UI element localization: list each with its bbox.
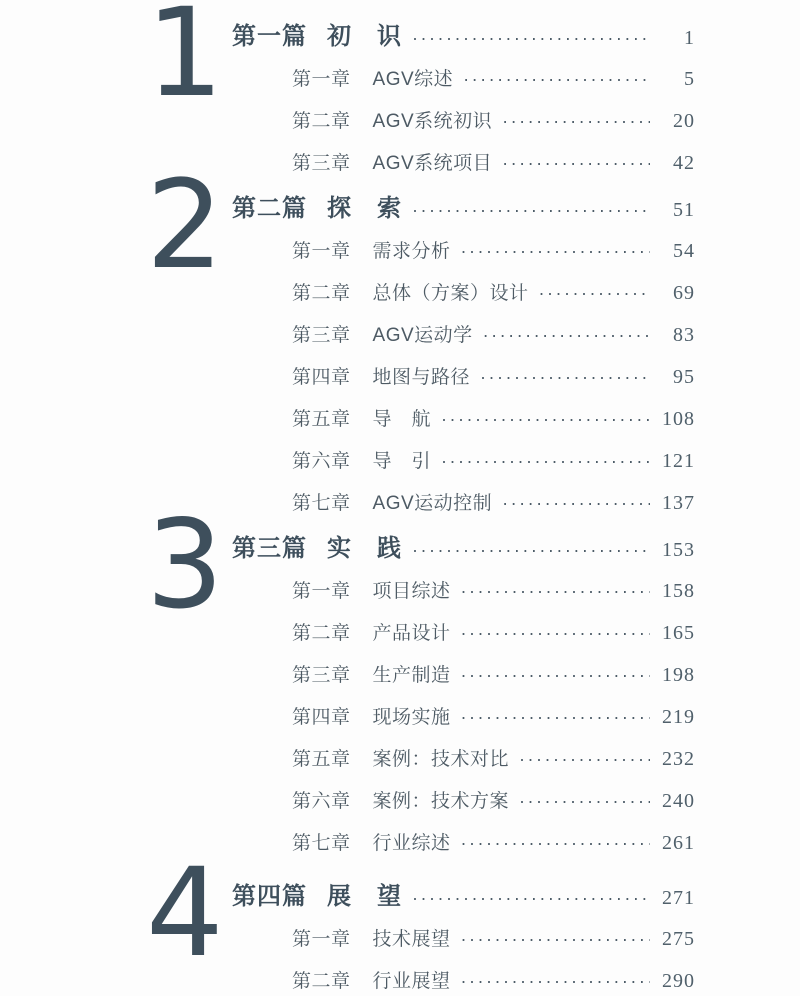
chapter-page-number: 158: [662, 580, 695, 602]
dot-leader: [412, 540, 650, 561]
chapter-label: 第六章: [292, 451, 351, 472]
part-title: 初 识: [327, 23, 402, 50]
chapter-page-number: 83: [673, 324, 695, 346]
chapter-label: 第五章: [292, 409, 351, 430]
chapter-page-number: 261: [662, 832, 695, 854]
chapter-row: [232, 954, 695, 996]
dot-leader: [461, 241, 650, 262]
chapter-page-number: 232: [662, 748, 695, 770]
chapter-row: [232, 434, 695, 476]
dot-leader: [412, 28, 650, 49]
chapter-row: [232, 476, 695, 518]
chapter-title: 技术展望: [372, 929, 451, 950]
chapter-row: [232, 392, 695, 434]
chapter-page-number: 108: [662, 408, 695, 430]
dot-leader: [461, 665, 650, 686]
chapter-title: 总体（方案）设计: [372, 283, 529, 304]
chapter-title: 案例：技术方案: [372, 791, 510, 812]
chapter-list: [232, 224, 695, 518]
chapter-title: AGV系统项目: [372, 153, 493, 174]
dot-leader: [441, 409, 650, 430]
chapter-page-number: 121: [662, 450, 695, 472]
chapter-row: [232, 690, 695, 732]
chapter-label: 第二章: [292, 111, 351, 132]
chapter-row: [232, 52, 695, 94]
chapter-row: [232, 606, 695, 648]
chapter-page-number: 165: [662, 622, 695, 644]
dot-leader: [461, 929, 650, 950]
dot-leader: [461, 581, 650, 602]
part-title-row: [232, 866, 695, 912]
part-label: 第二篇: [232, 195, 307, 222]
dot-leader: [480, 367, 650, 388]
chapter-label: 第一章: [292, 581, 351, 602]
chapter-list: [232, 564, 695, 858]
dot-leader: [483, 325, 650, 346]
chapter-label: 第二章: [292, 623, 351, 644]
chapter-label: 第七章: [292, 493, 351, 514]
part-title: 探 索: [327, 195, 402, 222]
chapter-page-number: 95: [673, 366, 695, 388]
dot-leader: [502, 111, 650, 132]
chapter-label: 第二章: [292, 283, 351, 304]
toc-part: [146, 0, 695, 178]
chapter-label: 第一章: [292, 929, 351, 950]
part-label: 第一篇: [232, 23, 307, 50]
chapter-list: [232, 52, 695, 178]
part-page-number: 51: [673, 199, 695, 221]
chapter-page-number: 219: [662, 706, 695, 728]
chapter-label: 第三章: [292, 153, 351, 174]
dot-leader: [461, 623, 650, 644]
chapter-label: 第四章: [292, 707, 351, 728]
chapter-page-number: 42: [673, 152, 695, 174]
chapter-page-number: 69: [673, 282, 695, 304]
chapter-row: [232, 774, 695, 816]
chapter-title: 产品设计: [372, 623, 451, 644]
chapter-page-number: 198: [662, 664, 695, 686]
chapter-row: [232, 308, 695, 350]
chapter-row: [232, 648, 695, 690]
chapter-title: AGV运动控制: [372, 493, 493, 514]
part-page-number: 271: [662, 887, 695, 909]
chapter-title: AGV系统初识: [372, 111, 493, 132]
part-number: 2: [146, 154, 224, 296]
chapter-label: 第三章: [292, 665, 351, 686]
chapter-row: [232, 94, 695, 136]
chapter-page-number: 54: [673, 240, 695, 262]
dot-leader: [441, 451, 650, 472]
chapter-title: 行业展望: [372, 971, 451, 992]
chapter-title: 生产制造: [372, 665, 451, 686]
chapter-row: [232, 816, 695, 858]
chapter-row: [232, 564, 695, 606]
chapter-row: [232, 224, 695, 266]
chapter-list: [232, 912, 695, 996]
chapter-title: 行业综述: [372, 833, 451, 854]
chapter-label: 第三章: [292, 325, 351, 346]
chapter-page-number: 137: [662, 492, 695, 514]
chapter-title: 导 引: [372, 451, 432, 472]
part-title: 展 望: [327, 883, 402, 910]
part-title-row: [232, 178, 695, 224]
dot-leader: [463, 69, 650, 90]
part-page-number: 1: [684, 27, 695, 49]
chapter-label: 第五章: [292, 749, 351, 770]
chapter-row: [232, 266, 695, 308]
dot-leader: [502, 153, 650, 174]
dot-leader: [539, 283, 650, 304]
chapter-label: 第一章: [292, 241, 351, 262]
chapter-label: 第二章: [292, 971, 351, 992]
dot-leader: [519, 791, 650, 812]
dot-leader: [461, 707, 650, 728]
dot-leader: [412, 200, 650, 221]
part-title-row: [232, 6, 695, 52]
chapter-page-number: 5: [684, 68, 695, 90]
chapter-row: [232, 350, 695, 392]
dot-leader: [519, 749, 650, 770]
chapter-title: 地图与路径: [372, 367, 471, 388]
dot-leader: [461, 833, 650, 854]
chapter-label: 第六章: [292, 791, 351, 812]
chapter-title: 现场实施: [372, 707, 451, 728]
chapter-title: 案例：技术对比: [372, 749, 510, 770]
chapter-page-number: 20: [673, 110, 695, 132]
chapter-title: 需求分析: [372, 241, 451, 262]
chapter-row: [232, 136, 695, 178]
part-title-row: [232, 518, 695, 564]
chapter-page-number: 275: [662, 928, 695, 950]
part-number: 3: [146, 494, 224, 636]
chapter-title: AGV综述: [372, 69, 454, 90]
part-label: 第三篇: [232, 535, 307, 562]
chapter-page-number: 290: [662, 970, 695, 992]
dot-leader: [502, 493, 650, 514]
chapter-label: 第四章: [292, 367, 351, 388]
part-label: 第四篇: [232, 883, 307, 910]
chapter-page-number: 240: [662, 790, 695, 812]
part-number: 1: [146, 0, 224, 124]
chapter-label: 第一章: [292, 69, 351, 90]
part-number: 4: [146, 842, 224, 984]
chapter-title: 项目综述: [372, 581, 451, 602]
chapter-row: [232, 732, 695, 774]
chapter-label: 第七章: [292, 833, 351, 854]
part-page-number: 153: [662, 539, 695, 561]
chapter-title: 导 航: [372, 409, 432, 430]
chapter-row: [232, 912, 695, 954]
part-title: 实 践: [327, 535, 402, 562]
dot-leader: [412, 888, 650, 909]
chapter-title: AGV运动学: [372, 325, 473, 346]
